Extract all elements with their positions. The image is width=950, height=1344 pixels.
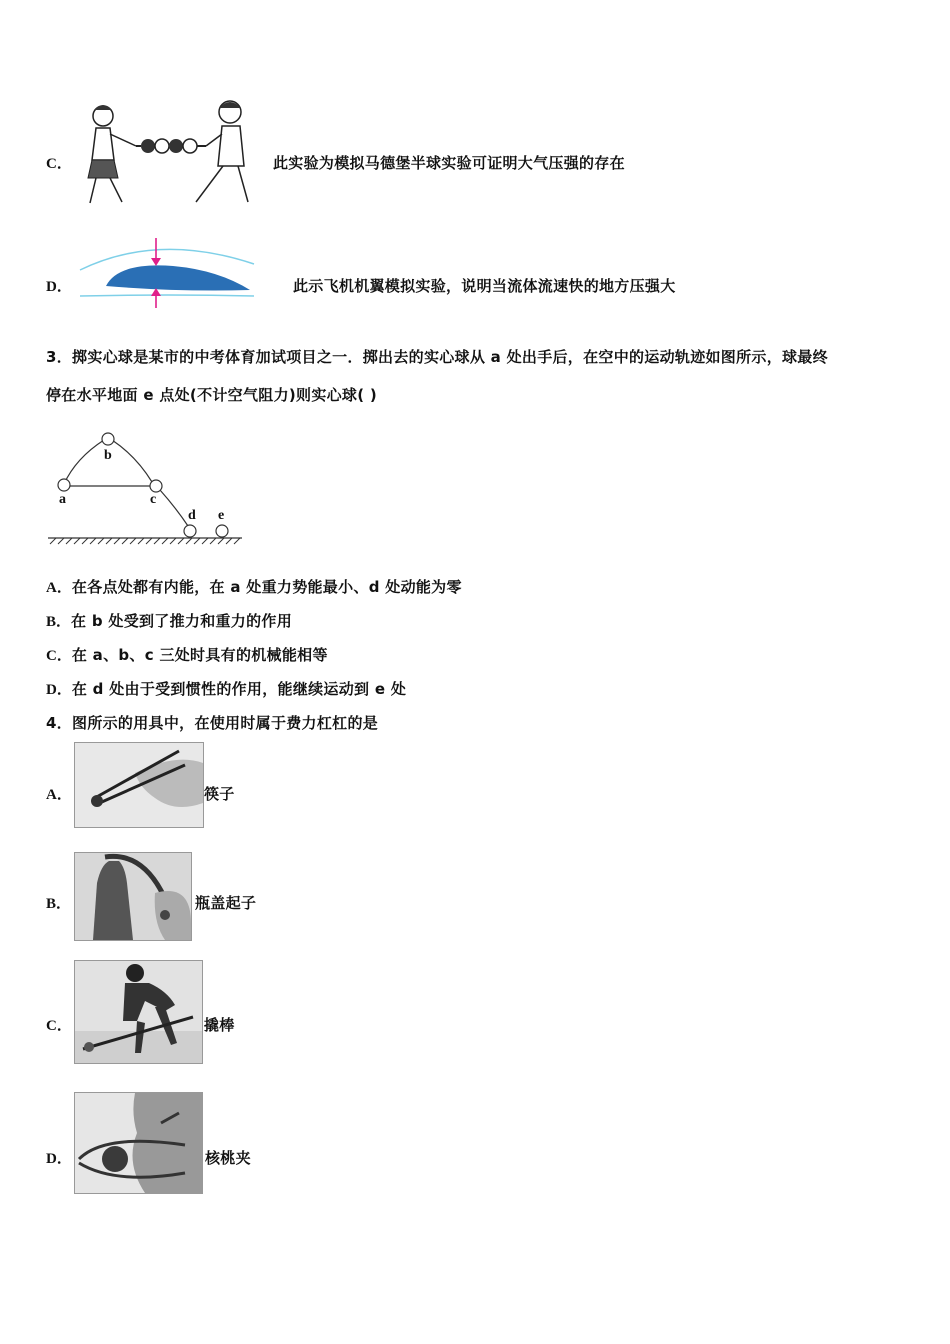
q3-option-a: [46, 576, 462, 597]
magdeburg-hemispheres-illustration: [78, 98, 258, 213]
q4-option-c-text: 撬棒: [204, 1016, 235, 1034]
q4-option-a-label: A．: [46, 787, 72, 803]
option-d-label: D．: [46, 279, 72, 295]
q4-option-b-text: 瓶盖起子: [195, 894, 257, 912]
q3-option-a-text: 在各点处都有内能，在 a 处重力势能最小、d 处动能为零: [71, 578, 462, 596]
q3-option-c-text: 在 a、b、c 三处时具有的机械能相等: [71, 646, 328, 664]
q3-option-a-label: A．: [46, 580, 72, 596]
q4-option-d-label: D．: [46, 1151, 72, 1167]
q3-option-c-label: C．: [46, 648, 72, 664]
q3-option-b-text: 在 b 处受到了推力和重力的作用: [71, 612, 292, 630]
question-4-stem: 4．图所示的用具中，在使用时属于费力杠杠的是: [46, 714, 379, 732]
shot-put-trajectory-figure: [46, 428, 246, 550]
q3-option-b: [46, 610, 292, 631]
option-d-text: 此示飞机机翼模拟实验，说明当流体流速快的地方压强大: [293, 277, 676, 295]
q4-option-a-text: 筷子: [204, 785, 235, 803]
bottle-opener-photo: [74, 852, 192, 941]
point-c-label: c: [150, 492, 157, 507]
question-3-stem-line2: 停在水平地面 e 点处(不计空气阻力)则实心球( ): [46, 386, 378, 404]
question-3-stem-line1: 3．掷实心球是某市的中考体育加试项目之一．掷出去的实心球从 a 处出手后，在空中的运动轨迹如图所示，球最终: [46, 348, 828, 366]
point-d-label: d: [188, 508, 196, 523]
point-b-label: b: [104, 448, 112, 463]
q3-option-c: [46, 644, 328, 665]
q3-option-d: [46, 678, 406, 699]
nutcracker-photo: [74, 1092, 203, 1194]
crowbar-photo: [74, 960, 203, 1064]
point-e-label: e: [218, 508, 225, 523]
option-c-label: C．: [46, 156, 72, 172]
airplane-wing-illustration: [78, 236, 258, 310]
q4-option-b-label: B．: [46, 896, 72, 912]
point-a-label: a: [59, 492, 66, 507]
option-c-text: 此实验为模拟马德堡半球实验可证明大气压强的存在: [273, 154, 625, 172]
q4-option-c-label: C．: [46, 1018, 72, 1034]
q4-option-d-text: 核桃夹: [205, 1149, 251, 1167]
q3-option-d-label: D．: [46, 682, 72, 698]
q3-option-b-label: B．: [46, 614, 72, 630]
q3-option-d-text: 在 d 处由于受到惯性的作用，能继续运动到 e 处: [71, 680, 407, 698]
chopsticks-photo: [74, 742, 204, 828]
